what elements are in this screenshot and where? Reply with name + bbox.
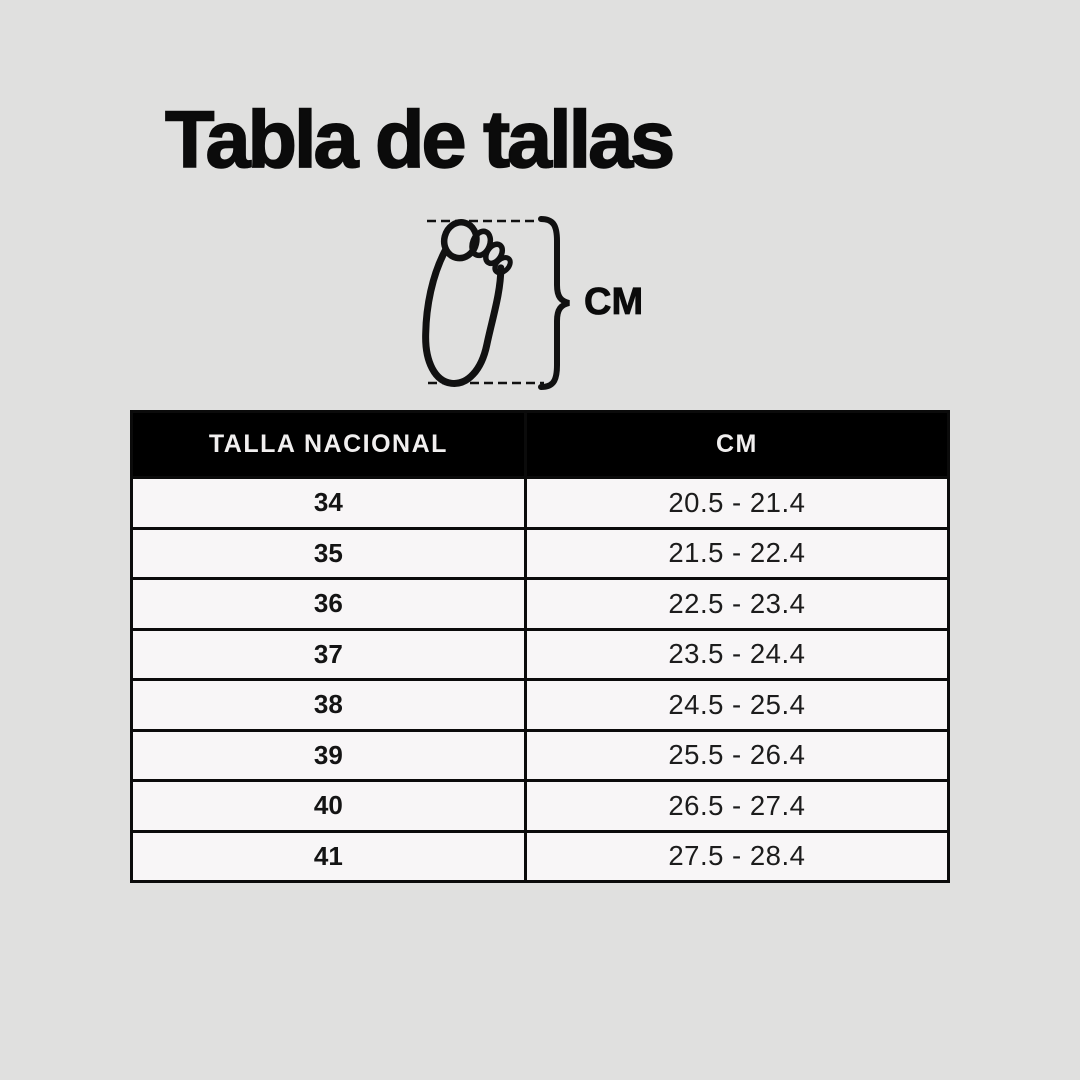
curly-brace-icon [541,219,569,387]
table-row [132,730,949,781]
table-row [132,680,949,731]
table-row [132,579,949,630]
size-value: 38 [132,680,526,731]
size-value: 37 [132,629,526,680]
size-table [130,410,950,883]
foot-sole-icon [420,219,520,391]
cm-range-value: 24.5 - 25.4 [525,680,948,731]
table-row [132,781,949,832]
cm-range-value: 21.5 - 22.4 [525,528,948,579]
cm-range-value: 20.5 - 21.4 [525,478,948,529]
cm-range-value: 27.5 - 28.4 [525,831,948,882]
size-value: 40 [132,781,526,832]
table-row [132,629,949,680]
table-header-row [132,412,949,478]
unit-label: CM [584,281,644,323]
size-value: 36 [132,579,526,630]
page-title: Tabla de tallas [165,95,673,185]
size-value: 35 [132,528,526,579]
size-value: 34 [132,478,526,529]
cm-range-value: 26.5 - 27.4 [525,781,948,832]
table-row [132,831,949,882]
cm-range-value: 22.5 - 23.4 [525,579,948,630]
col-header-cm: CM [525,412,948,478]
cm-range-value: 23.5 - 24.4 [525,629,948,680]
size-value: 39 [132,730,526,781]
cm-range-value: 25.5 - 26.4 [525,730,948,781]
size-value: 41 [132,831,526,882]
foot-measurement-graphic [420,210,580,396]
col-header-talla-nacional: TALLA NACIONAL [132,412,526,478]
table-row [132,528,949,579]
table-row [132,478,949,529]
